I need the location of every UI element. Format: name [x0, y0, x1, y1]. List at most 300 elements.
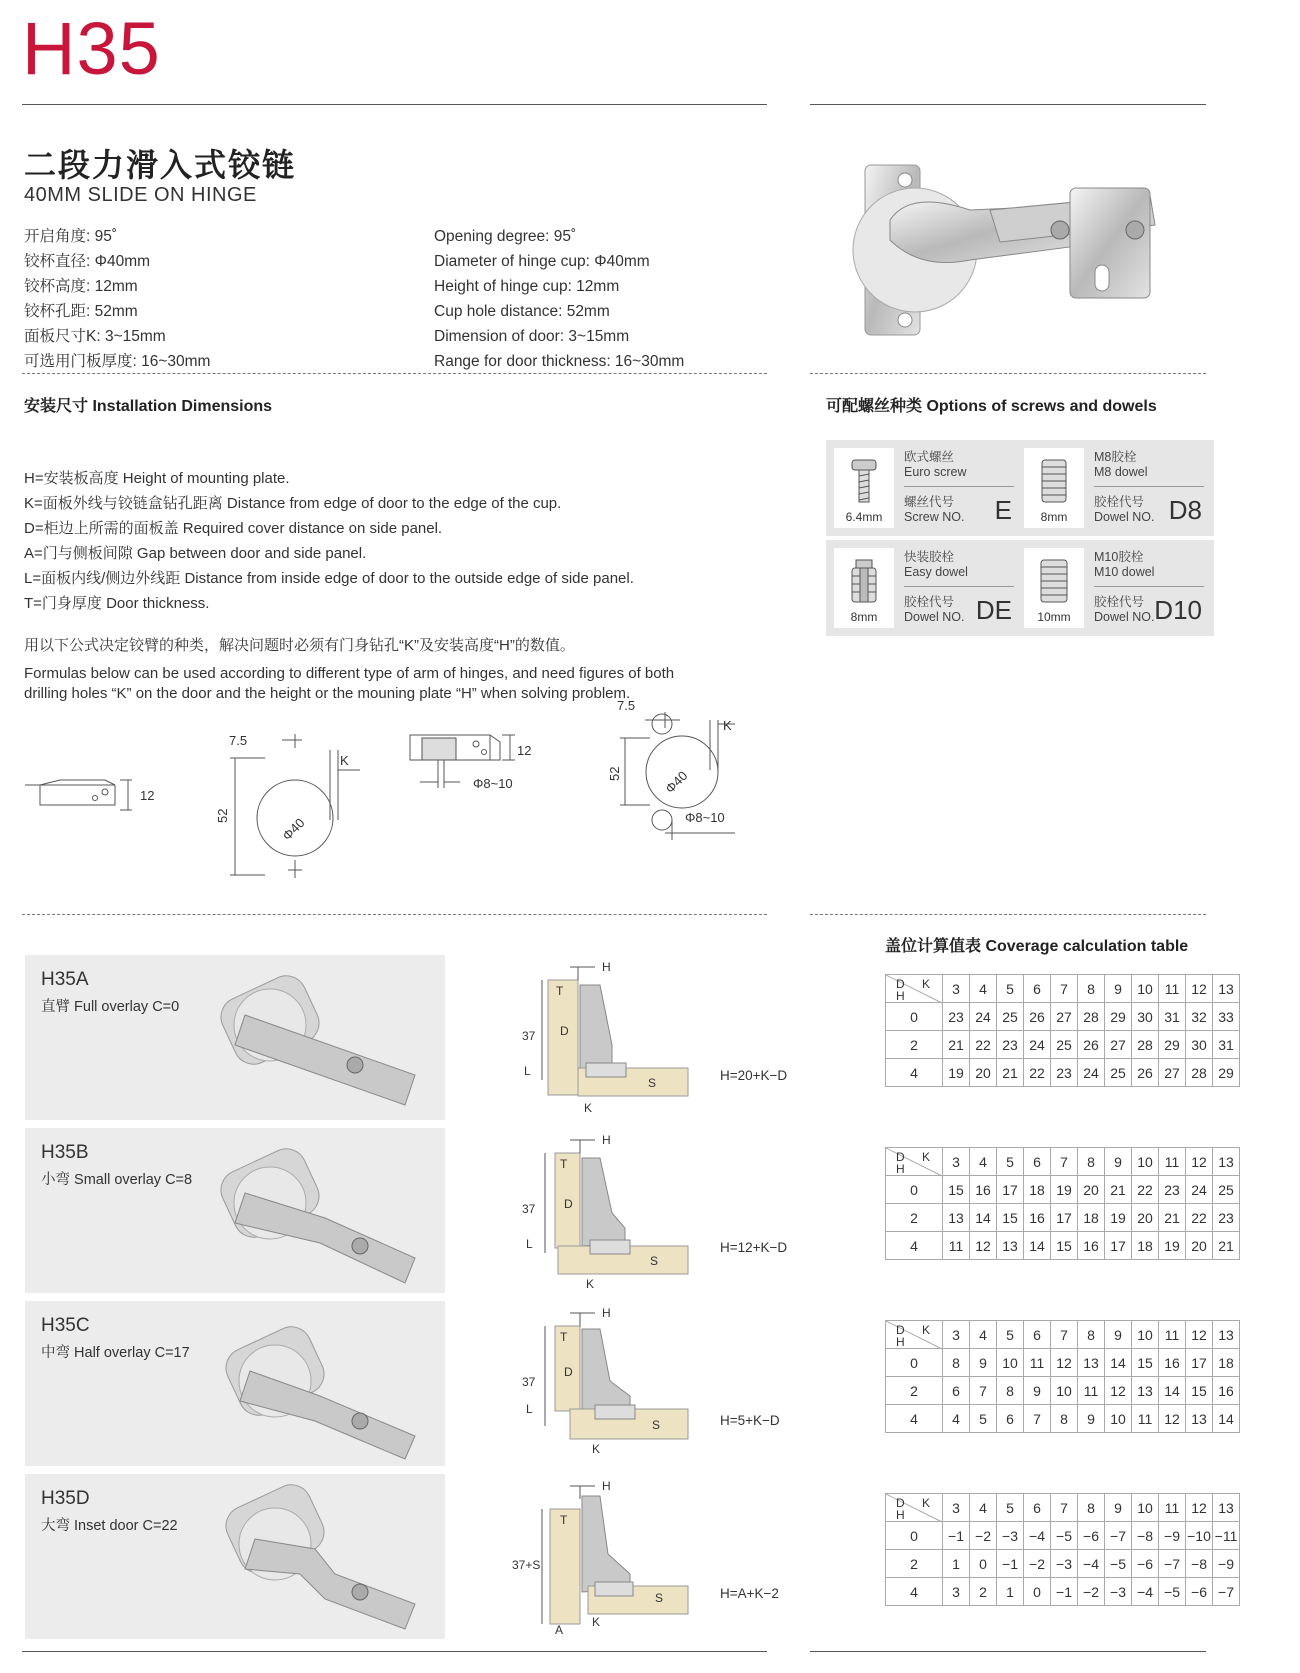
- label-l: L: [526, 1402, 533, 1416]
- table-cell: 16: [1159, 1349, 1186, 1377]
- code-label-cn: 胶栓代号: [1094, 595, 1145, 609]
- table-cell: 31: [1159, 1003, 1186, 1031]
- table-header-row: [886, 1321, 1240, 1349]
- corner-diagonal-line: [886, 1494, 942, 1522]
- table-cell: 17: [1051, 1204, 1078, 1232]
- formula-note-en-1: Formulas below can be used according to different type of arm of hinges, and need figures of both: [24, 665, 675, 682]
- table-cell: −4: [1024, 1522, 1051, 1550]
- label-s: S: [650, 1254, 659, 1268]
- k-header-cell: 11: [1159, 1494, 1186, 1522]
- table-cell: 4: [943, 1405, 970, 1433]
- k-header-cell: 7: [1051, 1494, 1078, 1522]
- screw-option-card: [1016, 440, 1214, 536]
- legend-line: K=面板外线与铰链盒钻孔距离 Distance from edge of door to the edge of the cup.: [24, 495, 562, 512]
- table-cell: 28: [1132, 1031, 1159, 1059]
- screw-option-card: [826, 540, 1024, 636]
- table-cell: 8: [1051, 1405, 1078, 1433]
- k-header-cell: 10: [1132, 1321, 1159, 1349]
- table-cell: −5: [1159, 1578, 1186, 1606]
- table-cell: −3: [997, 1522, 1024, 1550]
- label-s: S: [652, 1418, 661, 1432]
- table-cell: 15: [1051, 1232, 1078, 1260]
- screw-name-cn: M8胶栓: [1094, 450, 1137, 464]
- corner-h-label: H: [896, 1508, 905, 1522]
- label-l: L: [524, 1064, 531, 1078]
- table-cell: −3: [1051, 1550, 1078, 1578]
- table-cell: −4: [1132, 1578, 1159, 1606]
- spec-line: 铰杯高度: 12mm: [24, 278, 138, 295]
- table-cell: 26: [1078, 1031, 1105, 1059]
- table-cell: 16: [970, 1176, 997, 1204]
- k-header-cell: 13: [1213, 975, 1240, 1003]
- table-row: [886, 1578, 1240, 1606]
- table-cell: 8: [997, 1377, 1024, 1405]
- k-header-cell: 11: [1159, 1148, 1186, 1176]
- table-cell: 15: [1186, 1377, 1213, 1405]
- k-header-cell: 6: [1024, 1321, 1051, 1349]
- variant-formula: H=5+K−D: [720, 1413, 780, 1428]
- label-l: L: [526, 1237, 533, 1251]
- divider: [22, 914, 767, 915]
- corner-h-label: H: [896, 989, 905, 1003]
- table-cell: 2: [970, 1578, 997, 1606]
- label-k: K: [592, 1442, 601, 1456]
- table-cell: 12: [1159, 1405, 1186, 1433]
- table-row: [886, 1550, 1240, 1578]
- table-cell: 6: [943, 1377, 970, 1405]
- screw-size: 10mm: [1037, 610, 1071, 624]
- table-cell: 1: [943, 1550, 970, 1578]
- legend-line: H=安装板高度 Height of mounting plate.: [24, 470, 290, 487]
- spec-line: Cup hole distance: 52mm: [434, 303, 610, 320]
- table-cell: 7: [970, 1377, 997, 1405]
- product-title-cn: 二段力滑入式铰链: [24, 147, 297, 183]
- label-t: T: [556, 984, 564, 998]
- table-cell: 17: [1186, 1349, 1213, 1377]
- table-cell: 33: [1213, 1003, 1240, 1031]
- spec-line: 可选用门板厚度: 16~30mm: [24, 353, 211, 370]
- table-cell: 24: [970, 1003, 997, 1031]
- table-cell: −8: [1186, 1550, 1213, 1578]
- table-cell: 16: [1024, 1204, 1051, 1232]
- table-cell: 24: [1024, 1031, 1051, 1059]
- k-header-cell: 3: [943, 1494, 970, 1522]
- dowel-icon: [1038, 458, 1070, 508]
- table-cell: 14: [1105, 1349, 1132, 1377]
- label-d: D: [564, 1197, 573, 1211]
- dim-75-label: 7.5: [617, 698, 636, 713]
- dim-52-label: 52: [607, 766, 622, 781]
- code-label-en: Dowel NO.: [1094, 610, 1155, 624]
- table-corner-cell: [886, 1148, 943, 1176]
- h-value-cell: 4: [886, 1405, 943, 1433]
- table-cell: 0: [970, 1550, 997, 1578]
- cup-side-view: [25, 780, 132, 810]
- h-value-cell: 0: [886, 1176, 943, 1204]
- screw-code: D8: [1168, 495, 1202, 525]
- table-cell: −8: [1132, 1522, 1159, 1550]
- k-header-cell: 13: [1213, 1494, 1240, 1522]
- h-value-cell: 4: [886, 1059, 943, 1087]
- k-header-cell: 7: [1051, 1321, 1078, 1349]
- table-cell: 15: [1132, 1349, 1159, 1377]
- code-label-cn: 螺丝代号: [904, 495, 955, 509]
- k-header-cell: 9: [1105, 975, 1132, 1003]
- table-cell: 27: [1159, 1059, 1186, 1087]
- table-cell: 9: [970, 1349, 997, 1377]
- table-row: [886, 1522, 1240, 1550]
- k-header-cell: 3: [943, 975, 970, 1003]
- k-header-cell: 10: [1132, 1148, 1159, 1176]
- code-label-en: Screw NO.: [904, 510, 965, 524]
- table-cell: 29: [1159, 1031, 1186, 1059]
- k-header-cell: 4: [970, 1148, 997, 1176]
- coverage-table: [885, 1147, 1240, 1260]
- code-label-en: Dowel NO.: [904, 610, 965, 624]
- table-cell: −7: [1159, 1550, 1186, 1578]
- table-cell: 14: [1159, 1377, 1186, 1405]
- label-h: H: [602, 1133, 611, 1147]
- screw-name-cn: 快装胶栓: [904, 550, 955, 564]
- table-cell: 5: [970, 1405, 997, 1433]
- table-cell: 14: [1213, 1405, 1240, 1433]
- table-cell: 11: [1024, 1349, 1051, 1377]
- label-d: D: [560, 1024, 569, 1038]
- label-s: S: [655, 1591, 664, 1605]
- corner-d-label: D: [896, 1496, 905, 1510]
- variant-formula: H=12+K−D: [720, 1240, 788, 1255]
- k-header-cell: 8: [1078, 1148, 1105, 1176]
- divider: [22, 373, 767, 374]
- table-cell: 8: [943, 1349, 970, 1377]
- table-cell: 11: [1132, 1405, 1159, 1433]
- divider: [810, 914, 1206, 915]
- spec-line: 面板尺寸K: 3~15mm: [24, 328, 166, 345]
- table-cell: 26: [1024, 1003, 1051, 1031]
- table-cell: 9: [1024, 1377, 1051, 1405]
- table-cell: 18: [1132, 1232, 1159, 1260]
- dim-k-label: K: [723, 718, 732, 733]
- table-cell: 16: [1213, 1377, 1240, 1405]
- label-k: K: [586, 1277, 595, 1291]
- table-cell: 1: [997, 1578, 1024, 1606]
- table-row: [886, 1176, 1240, 1204]
- table-cell: −7: [1105, 1522, 1132, 1550]
- dim-phi40-label: Φ40: [279, 815, 308, 844]
- spec-line: Range for door thickness: 16~30mm: [434, 353, 685, 370]
- table-row: [886, 1003, 1240, 1031]
- table-cell: −1: [997, 1550, 1024, 1578]
- table-cell: 14: [1024, 1232, 1051, 1260]
- formula-note-cn: 用以下公式决定铰臂的种类，解决问题时必须有门身钻孔“K”及安装高度“H”的数值。: [24, 637, 575, 654]
- table-row: [886, 1405, 1240, 1433]
- table-cell: 30: [1186, 1031, 1213, 1059]
- table-cell: 22: [1024, 1059, 1051, 1087]
- k-header-cell: 12: [1186, 1321, 1213, 1349]
- mounting-diagram: [500, 1128, 680, 1293]
- k-header-cell: 4: [970, 1321, 997, 1349]
- screw-name-en: Euro screw: [904, 465, 967, 479]
- hinge-variant-image: [25, 1301, 445, 1466]
- label-h: H: [602, 960, 611, 974]
- code-label-en: Dowel NO.: [1094, 510, 1155, 524]
- k-header-cell: 8: [1078, 975, 1105, 1003]
- euro-screw-icon: [848, 458, 880, 508]
- hinge-variant-card: [25, 955, 445, 1120]
- table-cell: 27: [1105, 1031, 1132, 1059]
- label-h: H: [602, 1479, 611, 1493]
- table-cell: 32: [1186, 1003, 1213, 1031]
- table-row: [886, 1204, 1240, 1232]
- k-header-cell: 7: [1051, 1148, 1078, 1176]
- table-cell: 0: [1024, 1578, 1051, 1606]
- table-cell: 10: [1105, 1405, 1132, 1433]
- k-header-cell: 9: [1105, 1321, 1132, 1349]
- spec-line: 开启角度: 95˚: [24, 228, 118, 245]
- table-cell: 3: [943, 1578, 970, 1606]
- dim-12-label: 12: [140, 788, 155, 803]
- hinge-product-image: [850, 150, 1170, 350]
- table-cell: 19: [1159, 1232, 1186, 1260]
- table-header-row: [886, 975, 1240, 1003]
- spec-line: Diameter of hinge cup: Φ40mm: [434, 253, 650, 270]
- k-header-cell: 10: [1132, 1494, 1159, 1522]
- table-cell: −5: [1051, 1522, 1078, 1550]
- spec-line: Height of hinge cup: 12mm: [434, 278, 620, 295]
- table-cell: 28: [1078, 1003, 1105, 1031]
- h-value-cell: 2: [886, 1031, 943, 1059]
- table-corner-cell: [886, 1321, 943, 1349]
- label-t: T: [560, 1513, 568, 1527]
- table-cell: 31: [1213, 1031, 1240, 1059]
- table-cell: 15: [943, 1176, 970, 1204]
- table-cell: 28: [1186, 1059, 1213, 1087]
- table-cell: −3: [1105, 1578, 1132, 1606]
- dowel-icon: [1038, 558, 1070, 608]
- legend-line: T=门身厚度 Door thickness.: [24, 595, 210, 612]
- table-cell: 17: [1105, 1232, 1132, 1260]
- k-header-cell: 11: [1159, 1321, 1186, 1349]
- table-cell: 19: [943, 1059, 970, 1087]
- table-cell: 20: [970, 1059, 997, 1087]
- k-header-cell: 9: [1105, 1494, 1132, 1522]
- label-a: A: [555, 1623, 564, 1637]
- table-cell: 18: [1078, 1204, 1105, 1232]
- screw-size: 8mm: [1040, 510, 1068, 524]
- spec-line: Dimension of door: 3~15mm: [434, 328, 630, 345]
- label-37: 37: [522, 1029, 536, 1043]
- table-row: [886, 1031, 1240, 1059]
- variant-code: H35C: [41, 1315, 90, 1336]
- table-cell: 24: [1078, 1059, 1105, 1087]
- variant-formula: H=20+K−D: [720, 1068, 788, 1083]
- table-cell: 27: [1051, 1003, 1078, 1031]
- code-label-cn: 胶栓代号: [1094, 495, 1145, 509]
- table-cell: 23: [997, 1031, 1024, 1059]
- variant-formula: H=A+K−2: [720, 1586, 779, 1601]
- table-cell: 23: [1051, 1059, 1078, 1087]
- label-h: H: [602, 1306, 611, 1320]
- table-cell: 18: [1213, 1349, 1240, 1377]
- corner-h-label: H: [896, 1162, 905, 1176]
- table-cell: 11: [1078, 1377, 1105, 1405]
- dim-k-label: K: [340, 753, 349, 768]
- k-header-cell: 4: [970, 1494, 997, 1522]
- table-cell: 10: [997, 1349, 1024, 1377]
- corner-diagonal-line: [886, 975, 942, 1003]
- table-cell: 21: [1213, 1232, 1240, 1260]
- table-cell: 12: [1051, 1349, 1078, 1377]
- variant-code: H35A: [41, 969, 89, 990]
- label-k: K: [584, 1101, 593, 1115]
- table-cell: −5: [1105, 1550, 1132, 1578]
- variant-code: H35D: [41, 1488, 90, 1509]
- code-label-cn: 胶栓代号: [904, 595, 955, 609]
- k-header-cell: 5: [997, 975, 1024, 1003]
- table-cell: 24: [1186, 1176, 1213, 1204]
- table-cell: 20: [1132, 1204, 1159, 1232]
- table-header-row: [886, 1494, 1240, 1522]
- table-cell: 13: [1078, 1349, 1105, 1377]
- legend-line: L=面板内线/侧边外线距 Distance from inside edge of door to the outside edge of side panel.: [24, 570, 634, 587]
- table-cell: 10: [1051, 1377, 1078, 1405]
- table-cell: 13: [943, 1204, 970, 1232]
- h-value-cell: 0: [886, 1349, 943, 1377]
- k-header-cell: 6: [1024, 1148, 1051, 1176]
- variant-description: 直臂 Full overlay C=0: [41, 999, 180, 1015]
- label-d: D: [564, 1365, 573, 1379]
- dim-12-label: 12: [517, 743, 532, 758]
- corner-h-label: H: [896, 1335, 905, 1349]
- dim-phi810-label: Φ8~10: [685, 810, 725, 825]
- table-cell: 6: [997, 1405, 1024, 1433]
- table-row: [886, 1232, 1240, 1260]
- hinge-variant-card: [25, 1474, 445, 1639]
- formula-note-en-2: drilling holes “K” on the door and the height or the mouning plate “H” when solving problem.: [24, 685, 631, 702]
- screw-option-card: [1016, 540, 1214, 636]
- k-header-cell: 12: [1186, 1148, 1213, 1176]
- dim-52-label: 52: [215, 808, 230, 823]
- table-cell: 19: [1051, 1176, 1078, 1204]
- spec-line: Opening degree: 95˚: [434, 228, 577, 245]
- k-header-cell: 13: [1213, 1148, 1240, 1176]
- table-cell: 23: [1213, 1204, 1240, 1232]
- h-value-cell: 4: [886, 1578, 943, 1606]
- spec-line: 铰杯直径: Φ40mm: [24, 253, 151, 270]
- legend-line: D=柜边上所需的面板盖 Required cover distance on side panel.: [24, 520, 443, 537]
- variant-description: 大弯 Inset door C=22: [41, 1518, 178, 1534]
- label-t: T: [560, 1157, 568, 1171]
- table-cell: −2: [1024, 1550, 1051, 1578]
- screw-option-card: [826, 440, 1024, 536]
- table-cell: 26: [1132, 1059, 1159, 1087]
- variant-code: H35B: [41, 1142, 89, 1163]
- h-value-cell: 0: [886, 1522, 943, 1550]
- table-row: [886, 1377, 1240, 1405]
- corner-diagonal-line: [886, 1148, 942, 1176]
- hinge-variant-card: [25, 1301, 445, 1466]
- table-cell: −1: [1051, 1578, 1078, 1606]
- label-37: 37+S: [512, 1558, 541, 1572]
- header-divider-left: [22, 104, 767, 105]
- coverage-title: 盖位计算值表 Coverage calculation table: [885, 938, 1189, 955]
- table-cell: 12: [970, 1232, 997, 1260]
- h-value-cell: 2: [886, 1377, 943, 1405]
- variant-description: 中弯 Half overlay C=17: [41, 1345, 190, 1361]
- header-divider-right: [810, 104, 1206, 105]
- corner-k-label: K: [921, 1323, 930, 1337]
- variant-description: 小弯 Small overlay C=8: [41, 1172, 193, 1188]
- table-cell: −6: [1132, 1550, 1159, 1578]
- k-header-cell: 8: [1078, 1321, 1105, 1349]
- table-cell: 29: [1105, 1003, 1132, 1031]
- screw-code: E: [994, 495, 1012, 525]
- mounting-diagram: [500, 1301, 680, 1466]
- k-header-cell: 5: [997, 1321, 1024, 1349]
- screw-size: 8mm: [850, 610, 878, 624]
- installation-drawings: [20, 698, 760, 880]
- installation-title: 安装尺寸 Installation Dimensions: [24, 398, 273, 415]
- table-cell: 21: [1105, 1176, 1132, 1204]
- mounting-diagram: [500, 955, 680, 1120]
- label-37: 37: [522, 1375, 536, 1389]
- table-cell: 22: [1132, 1176, 1159, 1204]
- screw-name-cn: M10胶栓: [1094, 550, 1144, 564]
- table-cell: 16: [1078, 1232, 1105, 1260]
- screws-title: 可配螺丝种类 Options of screws and dowels: [826, 398, 1157, 415]
- footer-divider-right: [810, 1651, 1206, 1652]
- coverage-table: [885, 1320, 1240, 1433]
- table-cell: 30: [1132, 1003, 1159, 1031]
- specs-cn: [24, 224, 210, 374]
- table-cell: 21: [997, 1059, 1024, 1087]
- table-cell: 13: [1132, 1377, 1159, 1405]
- coverage-table: [885, 974, 1240, 1087]
- table-header-row: [886, 1148, 1240, 1176]
- k-header-cell: 5: [997, 1494, 1024, 1522]
- dim-phi810-label: Φ8~10: [473, 776, 513, 791]
- table-cell: 23: [943, 1003, 970, 1031]
- table-cell: 23: [1159, 1176, 1186, 1204]
- label-k: K: [592, 1615, 601, 1629]
- k-header-cell: 6: [1024, 975, 1051, 1003]
- table-cell: 15: [997, 1204, 1024, 1232]
- table-cell: 25: [1213, 1176, 1240, 1204]
- k-header-cell: 6: [1024, 1494, 1051, 1522]
- table-corner-cell: [886, 975, 943, 1003]
- table-cell: 25: [1105, 1059, 1132, 1087]
- table-cell: 13: [1186, 1405, 1213, 1433]
- corner-diagonal-line: [886, 1321, 942, 1349]
- table-cell: 25: [1051, 1031, 1078, 1059]
- label-s: S: [648, 1076, 657, 1090]
- k-header-cell: 7: [1051, 975, 1078, 1003]
- h-value-cell: 2: [886, 1550, 943, 1578]
- installation-legend: [24, 466, 634, 616]
- h-value-cell: 2: [886, 1204, 943, 1232]
- h-value-cell: 4: [886, 1232, 943, 1260]
- table-corner-cell: [886, 1494, 943, 1522]
- table-cell: 20: [1186, 1232, 1213, 1260]
- hinge-variant-card: [25, 1128, 445, 1293]
- corner-d-label: D: [896, 1150, 905, 1164]
- dim-phi40-label: Φ40: [662, 768, 691, 797]
- k-header-cell: 12: [1186, 1494, 1213, 1522]
- spec-line: 铰杯孔距: 52mm: [24, 303, 138, 320]
- table-cell: 12: [1105, 1377, 1132, 1405]
- hinge-variant-image: [25, 1128, 445, 1293]
- k-header-cell: 11: [1159, 975, 1186, 1003]
